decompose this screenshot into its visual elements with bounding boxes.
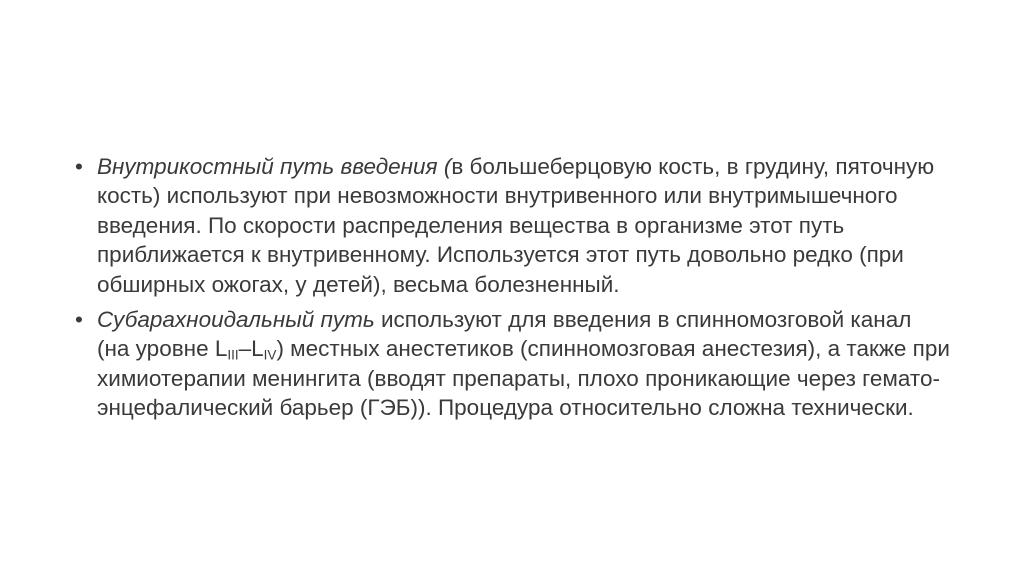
bullet-list (70, 152, 950, 429)
bullet-term: Субарахноидальный путь (97, 307, 375, 333)
bullet-icon: • (75, 307, 83, 333)
bullet-intraosseous (70, 152, 950, 299)
bullet-icon: • (75, 154, 83, 179)
bullet-text-before: используют для введения в спинномозговой канал (на уровне L (97, 307, 912, 362)
bullet-subarachnoid (70, 305, 950, 423)
bullet-term: Внутрикостный путь введения ( (97, 154, 452, 179)
bullet-text-after: ) местных анестетиков (спинномозговая анестезия), а также при химиотерапии менингита (вводят препараты, плохо проникающие через гемато-энцефалический барьер (ГЭБ)). Процедура относительно сложна технически. (97, 336, 950, 421)
bullet-dash: –L (238, 336, 264, 362)
subscript-iii: III (227, 347, 239, 363)
subscript-iv: IV (263, 347, 277, 363)
bullet-text: в большеберцовую кость, в грудину, пяточную кость) используют при невозможности внутривенного или внутримышечного введения. По скорости распределения вещества в организме этот путь приближается к внутривенному. Используется этот путь довольно редко (при обширных ожогах, у детей), весьма болезненный. (97, 154, 935, 297)
